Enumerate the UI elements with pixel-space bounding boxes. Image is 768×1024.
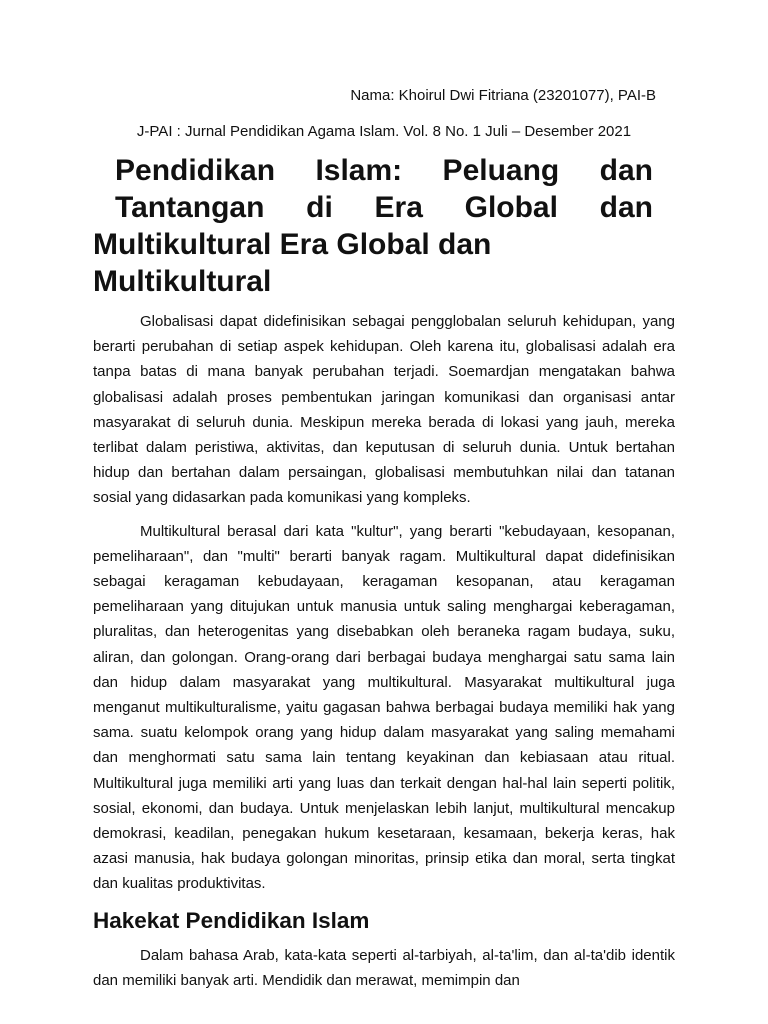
title-line-2: Multikultural Era Global dan Multikultural [93, 228, 492, 298]
document-page [93, 86, 675, 993]
paragraph-multikultural: Multikultural berasal dari kata "kultur", yang berarti "kebudayaan, kesopanan, pemeliharaan", dan "multi" berarti banyak ragam. Multikultural dapat didefinisikan sebagai keragaman kebudayaan, keragaman kesopanan, atau keragaman pemeliharaan yang ditujukan untuk manusia untuk saling menghargai keberagaman, pluralitas, dan heterogenitas yang disebabkan oleh beraneka ragam budaya, suku, aliran, dan golongan. Orang-orang dari berbagai budaya menghargai satu sama lain dan hidup dalam masyarakat yang multikultural. Masyarakat multikultural juga menganut multikulturalisme, yaitu gagasan bahwa berbagai budaya memiliki hak yang sama. suatu kelompok orang yang hidup dalam masyarakat yang saling memahami dan menghormati satu sama lain tentang keyakinan dan kebiasaan atau ritual. Multikultural juga memiliki arti yang luas dan terkait dengan hal-hal lain seperti politik, sosial, ekonomi, dan budaya. Untuk menjelaskan lebih lanjut, multikultural mencakup demokrasi, keadilan, penegakan hukum kesetaraan, kesamaan, bekerja keras, hak azasi manusia, hak budaya golongan minoritas, prinsip etika dan moral, serta tingkat dan kualitas produktivitas. [93, 522, 675, 893]
author-line: Nama: Khoirul Dwi Fitriana (23201077), PAI-B [350, 87, 656, 104]
section-heading-hakekat: Hakekat Pendidikan Islam [93, 907, 370, 933]
paragraph-hakekat: Dalam bahasa Arab, kata-kata seperti al-tarbiyah, al-ta'lim, dan al-ta'dib identik dan memiliki banyak arti. Mendidik dan merawat, memimpin dan [93, 946, 675, 989]
paragraph-globalisasi: Globalisasi dapat didefinisikan sebagai pengglobalan seluruh kehidupan, yang berarti perubahan di setiap aspek kehidupan. Oleh karena itu, globalisasi adalah era tanpa batas di mana banyak perubahan terjadi. Soemardjan mengatakan bahwa globalisasi adalah proses pembentukan jaringan komunikasi dan organisasi antar masyarakat di seluruh dunia. Meskipun mereka berada di lokasi yang jauh, mereka terlibat dalam peristiwa, aktivitas, dan keputusan di seluruh dunia. Untuk bertahan hidup dan bertahan dalam persaingan, globalisasi membutuhkan nilai dan tatanan sosial yang didasarkan pada komunikasi yang kompleks. [93, 313, 675, 507]
title-line-1: Pendidikan Islam: Peluang dan Tantangan di Era Global dan [115, 154, 653, 224]
journal-citation: J-PAI : Jurnal Pendidikan Agama Islam. Vol. 8 No. 1 Juli – Desember 2021 [136, 123, 632, 140]
document-title [93, 152, 675, 300]
